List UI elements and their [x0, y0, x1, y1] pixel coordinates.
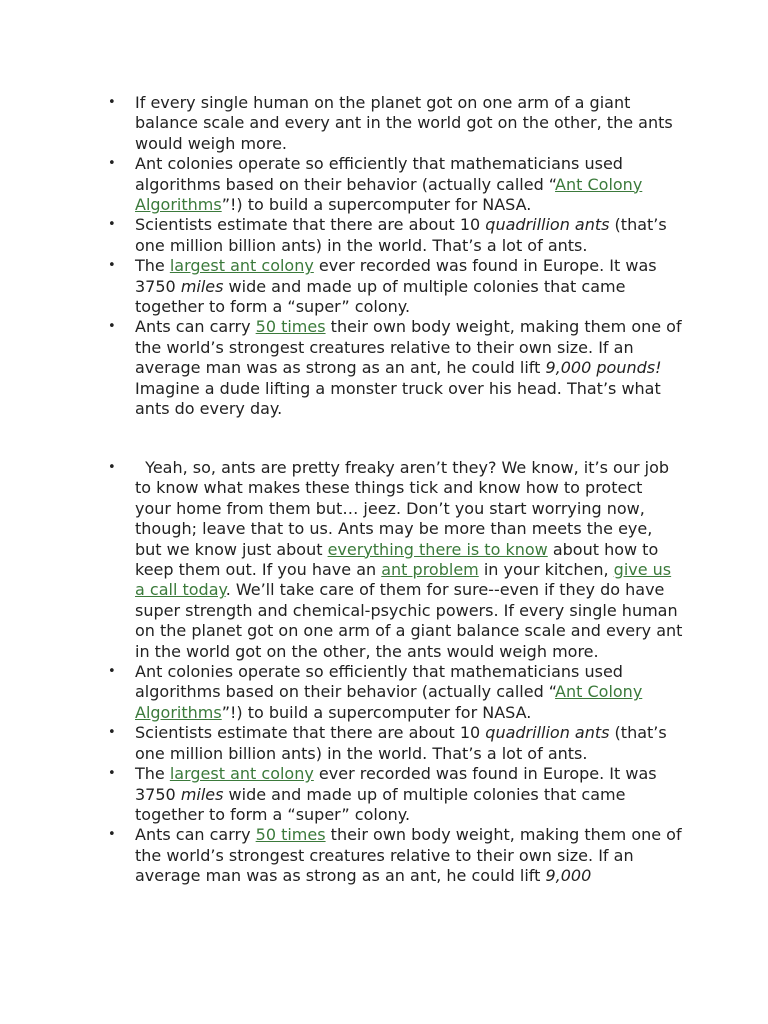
list-item: [108, 256, 683, 317]
bullet-icon: •: [108, 217, 116, 233]
item-italic: 9,000: [545, 866, 592, 886]
list-item: [108, 93, 683, 154]
list-item: [108, 764, 683, 825]
item-text: Imagine a dude lifting a monster truck over his head. That’s what ants do every day.: [135, 378, 661, 419]
largest-ant-colony-link[interactable]: largest ant colony: [169, 764, 314, 784]
item-text: Ant colonies operate so efficiently that mathematicians used algorithms based on their behavior (actually called “: [135, 154, 623, 194]
list-item: [108, 825, 683, 886]
bullet-icon: •: [108, 460, 116, 475]
item-italic: miles: [180, 784, 224, 804]
item-text: their own body weight, making them one of the world’s strongest creatures relative to their own size. If an average man was as strong as an ant, he could lift: [135, 825, 682, 886]
bullet-icon: •: [108, 664, 116, 680]
item-text: wide and made up of multiple colonies that came together to form a “super” colony.: [135, 784, 626, 824]
item-text: their own body weight, making them one of the world’s strongest creatures relative to their own size. If an average man was as strong as an ant, he could lift: [135, 317, 682, 378]
largest-ant-colony-link[interactable]: largest ant colony: [169, 256, 314, 276]
item-italic: 9,000 pounds!: [545, 358, 662, 378]
item-text: wide and made up of multiple colonies that came together to form a “super” colony.: [135, 276, 626, 317]
item-italic: quadrillion ants: [485, 723, 610, 743]
item-text: The: [135, 764, 170, 784]
item-text: Ants can carry: [135, 317, 256, 337]
list-item: [108, 723, 683, 764]
item-text: ”!) to build a supercomputer for NASA.: [221, 195, 532, 215]
item-text: about how to keep them out. If you have an: [135, 539, 659, 580]
ant-facts-list-1: [108, 93, 683, 420]
give-us-a-call-today-link[interactable]: give us a call today: [135, 560, 672, 600]
item-text: Scientists estimate that there are about 10: [135, 215, 486, 235]
ant-facts-list-2: [108, 458, 683, 887]
bullet-icon: •: [108, 725, 116, 741]
item-text: Ants can carry: [135, 825, 256, 845]
bullet-icon: •: [108, 258, 116, 274]
list-item: [108, 662, 683, 723]
list-item: [108, 458, 683, 662]
bullet-icon: •: [108, 95, 116, 110]
ant-colony-algorithms-link[interactable]: Ant Colony Algorithms: [135, 682, 643, 722]
item-text: If every single human on the planet got on one arm of a giant balance scale and every ant in the world got on the other, the ants would weigh more.: [135, 93, 673, 153]
list-item: [108, 215, 683, 256]
item-text: in your kitchen,: [478, 560, 614, 580]
everything-there-is-to-know-link[interactable]: everything there is to know: [327, 539, 548, 559]
ant-colony-algorithms-link[interactable]: Ant Colony Algorithms: [135, 174, 643, 215]
item-text: Yeah, so, ants are pretty freaky aren’t they? We know, it’s our job to know what makes these things tick and know how to protect your home from them but… jeez. Don’t you start worrying now, though; leave that to us. Ants may be more than meets the eye, but we know just about: [135, 458, 670, 559]
item-text: (that’s one million billion ants) in the world. That’s a lot of ants.: [135, 215, 667, 255]
list-item: [108, 154, 683, 215]
item-text: (that’s one million billion ants) in the world. That’s a lot of ants.: [135, 723, 667, 763]
item-text: . We’ll take care of them for sure--even if they do have super strength and chemical-psychic powers. If every single human on the planet got on one arm of a giant balance scale and every ant in the world got on the other, the ants would weigh more.: [135, 580, 683, 661]
item-text: ever recorded was found in Europe. It was 3750: [135, 256, 657, 296]
bullet-icon: •: [108, 156, 116, 172]
bullet-icon: •: [108, 827, 116, 843]
bullet-icon: •: [108, 319, 116, 335]
fifty-times-link[interactable]: 50 times: [255, 825, 326, 845]
list-item: [108, 317, 683, 419]
item-text: ”!) to build a supercomputer for NASA.: [221, 702, 532, 722]
ant-problem-link[interactable]: ant problem: [381, 560, 479, 580]
item-text: The: [135, 256, 170, 276]
item-text: ever recorded was found in Europe. It was 3750: [135, 764, 657, 804]
fifty-times-link[interactable]: 50 times: [255, 317, 326, 337]
item-italic: quadrillion ants: [485, 215, 610, 235]
item-text: Ant colonies operate so efficiently that mathematicians used algorithms based on their behavior (actually called “: [135, 662, 623, 702]
item-text: Scientists estimate that there are about 10: [135, 723, 486, 743]
bullet-icon: •: [108, 766, 116, 782]
item-italic: miles: [180, 276, 224, 296]
